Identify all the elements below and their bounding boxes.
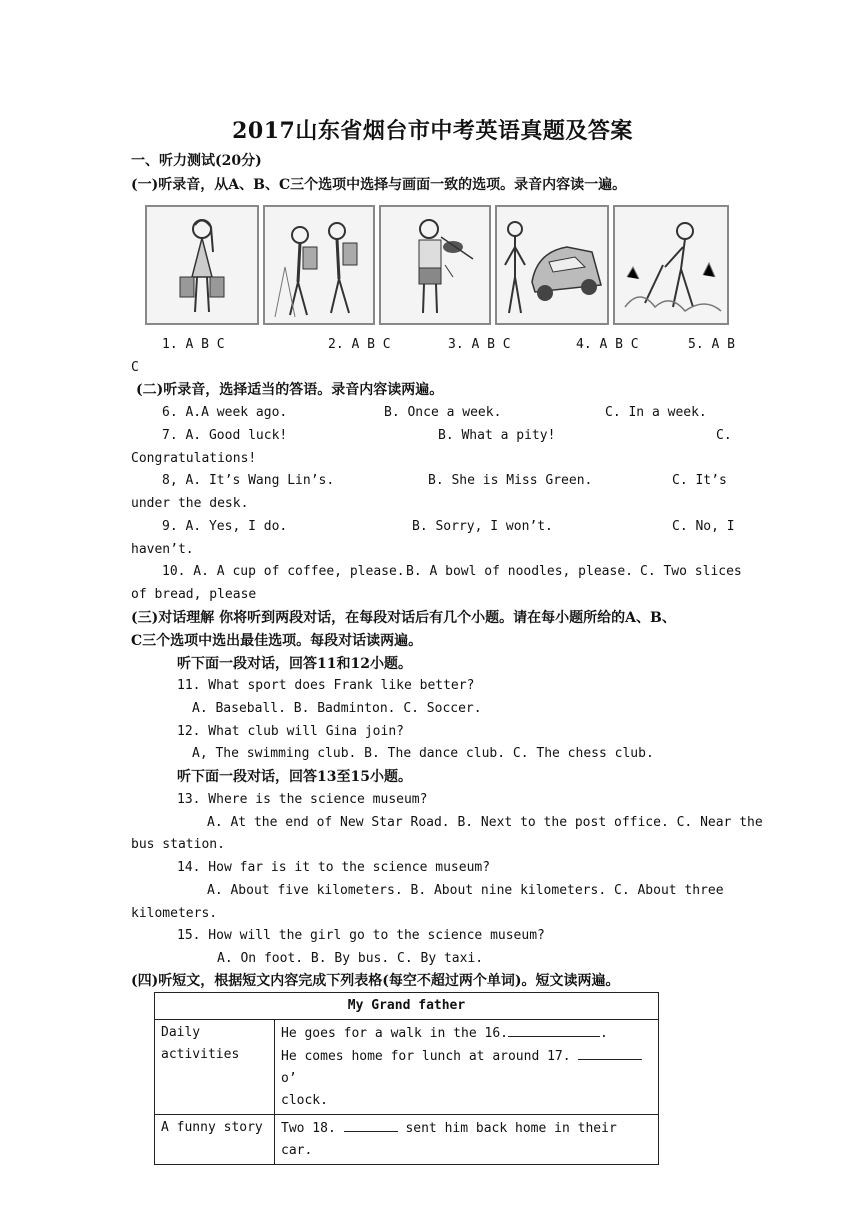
blank-17[interactable]: [578, 1045, 642, 1060]
q7-a: 7. A. Good luck!: [162, 428, 288, 443]
part3-instruction-cont: C三个选项中选出最佳选项。每段对话读两遍。: [131, 633, 423, 649]
section-heading: 一、听力测试(20分): [131, 153, 262, 169]
funny-story-label: A funny story: [155, 1115, 275, 1165]
picture-violin: [379, 205, 491, 325]
q8-b: B. She is Miss Green.: [428, 473, 593, 488]
q11: 11. What sport does Frank like better?: [177, 678, 475, 693]
grandfather-table: [154, 992, 659, 1165]
q8-c-cont: under the desk.: [131, 496, 249, 511]
label-line2: activities: [161, 1047, 240, 1062]
table-header: My Grand father: [155, 993, 659, 1020]
q10-a: 10. A. A cup of coffee, please.: [162, 564, 405, 579]
funny-story-content: [275, 1115, 659, 1165]
gardening-icon: [615, 207, 727, 323]
q15-options: A. On foot. B. By bus. C. By taxi.: [217, 951, 484, 966]
blank-16[interactable]: [508, 1022, 600, 1037]
q8-c: C. It’s: [672, 473, 727, 488]
car-icon: [497, 207, 607, 323]
page-title: 2017山东省烟台市中考英语真题及答案: [232, 118, 633, 144]
q13: 13. Where is the science museum?: [177, 792, 428, 807]
q6-a: 6. A.A week ago.: [162, 405, 288, 420]
q7-b: B. What a pity!: [438, 428, 556, 443]
option-1: 1. A B C: [162, 337, 225, 352]
q7-c-cont: Congratulations!: [131, 451, 257, 466]
part4-instruction: (四)听短文，根据短文内容完成下列表格(每空不超过两个单词)。短文读两遍。: [131, 973, 620, 989]
activity-line1: [281, 1022, 652, 1045]
picture-hikers: [263, 205, 375, 325]
q6-b: B. Once a week.: [384, 405, 502, 420]
part3-instruction: (三)对话理解 你将听到两段对话，在每段对话后有几个小题。请在每小题所给的A、B、: [131, 610, 676, 626]
dialog1-heading: 听下面一段对话，回答11和12小题。: [177, 656, 412, 672]
q14-options: A. About five kilometers. B. About nine kilometers. C. About three: [207, 883, 724, 898]
blank17-prefix: He comes home for lunch at around 17.: [281, 1049, 571, 1064]
option-2: 2. A B C: [328, 337, 391, 352]
part1-instruction: (一)听录音，从A、B、C三个选项中选择与画面一致的选项。录音内容读一遍。: [131, 177, 627, 193]
daily-activities-label: [155, 1020, 275, 1115]
q8-a: 8, A. It’s Wang Lin’s.: [162, 473, 335, 488]
option-3: 3. A B C: [448, 337, 511, 352]
q14: 14. How far is it to the science museum?: [177, 860, 491, 875]
q10-c: C. Two slices: [640, 564, 742, 579]
q15: 15. How will the girl go to the science museum?: [177, 928, 545, 943]
q12-options: A, The swimming club. B. The dance club. C. The chess club.: [192, 746, 654, 761]
q14-cont: kilometers.: [131, 906, 218, 921]
q6-c: C. In a week.: [605, 405, 707, 420]
listening-pictures: [143, 205, 731, 325]
q9-c: C. No, I: [672, 519, 735, 534]
q9-a: 9. A. Yes, I do.: [162, 519, 288, 534]
girl-with-shopping-bags-icon: [147, 207, 257, 323]
dialog2-heading: 听下面一段对话，回答13至15小题。: [177, 769, 412, 785]
violin-player-icon: [381, 207, 489, 323]
q12: 12. What club will Gina join?: [177, 724, 404, 739]
picture-gardening: [613, 205, 729, 325]
option-5-cont: C: [131, 360, 139, 375]
q7-c: C.: [716, 428, 732, 443]
blank18-suffix: sent him back home in their car.: [281, 1121, 617, 1158]
daily-activities-content: [275, 1020, 659, 1115]
picture-car: [495, 205, 609, 325]
q13-cont: bus station.: [131, 837, 225, 852]
q9-c-cont: haven’t.: [131, 542, 194, 557]
blank16-suffix: .: [599, 1026, 608, 1041]
blank16-prefix: He goes for a walk in the 16.: [281, 1026, 508, 1041]
blank18-prefix: Two 18.: [281, 1121, 336, 1136]
q10-b: B. A bowl of noodles, please.: [406, 564, 633, 579]
activity-line3: clock.: [281, 1093, 328, 1108]
q13-options: A. At the end of New Star Road. B. Next to the post office. C. Near the: [207, 815, 763, 830]
option-5: 5. A B: [688, 337, 735, 352]
blank17-suffix: o’: [281, 1071, 297, 1086]
q9-b: B. Sorry, I won’t.: [412, 519, 553, 534]
activity-line2: [281, 1045, 652, 1090]
part2-instruction: (二)听录音，选择适当的答语。录音内容读两遍。: [136, 382, 444, 398]
label-line1: Daily: [161, 1025, 201, 1040]
blank-18[interactable]: [344, 1117, 398, 1132]
option-4: 4. A B C: [576, 337, 639, 352]
q11-options: A. Baseball. B. Badminton. C. Soccer.: [192, 701, 482, 716]
q10-c-cont: of bread, please: [131, 587, 257, 602]
hikers-icon: [265, 207, 373, 323]
picture-girl-shopping: [145, 205, 259, 325]
